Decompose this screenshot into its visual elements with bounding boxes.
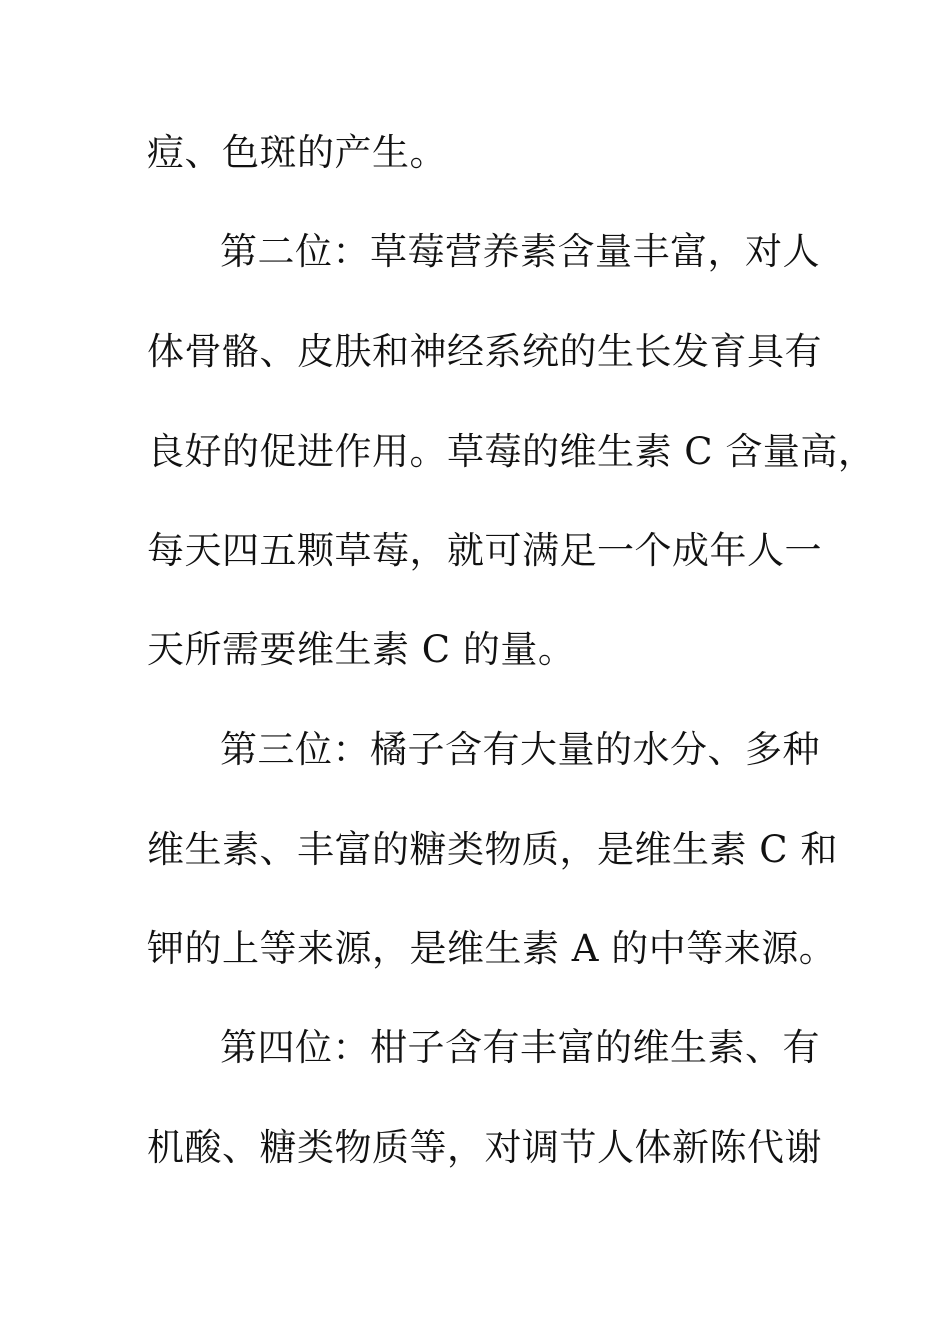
paragraph-first-line: 第二位：草莓营养素含量丰富，对人	[220, 230, 820, 273]
text-line: 每天四五颗草莓，就可满足一个成年人一	[147, 529, 822, 572]
text-line: 良好的促进作用。草莓的维生素 C 含量高，	[147, 430, 876, 473]
text-line: 痘、色斑的产生。	[147, 131, 447, 174]
text-line: 维生素、丰富的糖类物质，是维生素 C 和	[147, 828, 838, 871]
text-line: 体骨骼、皮肤和神经系统的生长发育具有	[147, 330, 822, 373]
text-line: 天所需要维生素 C 的量。	[147, 628, 576, 671]
paragraph-first-line: 第四位：柑子含有丰富的维生素、有	[220, 1026, 820, 1069]
text-line: 机酸、糖类物质等，对调节人体新陈代谢	[147, 1126, 822, 1169]
text-line: 钾的上等来源，是维生素 A 的中等来源。	[147, 927, 837, 970]
paragraph-first-line: 第三位：橘子含有大量的水分、多种	[220, 728, 820, 771]
